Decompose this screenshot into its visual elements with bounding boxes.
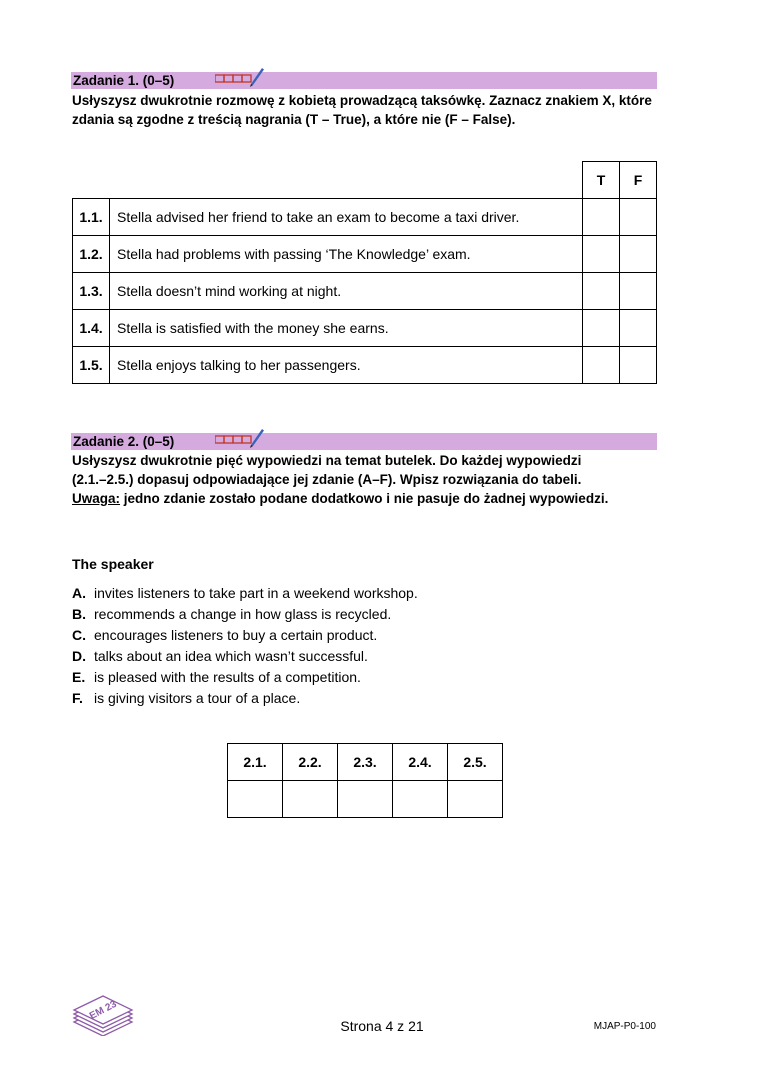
answer-cell-false[interactable] <box>620 273 657 310</box>
logo-text: EM 23 <box>87 998 119 1023</box>
answer-header: 2.3. <box>338 744 393 781</box>
answer-cell-false[interactable] <box>620 199 657 236</box>
answer-cell[interactable] <box>338 781 393 818</box>
answer-header: 2.4. <box>393 744 448 781</box>
answer-cell-false[interactable] <box>620 236 657 273</box>
answer-cell[interactable] <box>283 781 338 818</box>
option-text: is pleased with the results of a competition. <box>94 669 361 685</box>
exam-code: MJAP-P0-100 <box>593 1021 656 1032</box>
list-item <box>72 626 418 647</box>
item-number: 1.1. <box>73 199 110 236</box>
statement-text: Stella enjoys talking to her passengers. <box>110 347 583 384</box>
column-true-header: T <box>583 162 620 199</box>
answer-cell[interactable] <box>228 781 283 818</box>
option-letter: E. <box>72 669 86 685</box>
answer-cell-true[interactable] <box>583 347 620 384</box>
task1-table <box>72 161 657 384</box>
option-text: invites listeners to take part in a weekend workshop. <box>94 585 418 601</box>
statement-text: Stella doesn’t mind working at night. <box>110 273 583 310</box>
note-text: jedno zdanie zostało podane dodatkowo i nie pasuje do żadnej wypowiedzi. <box>120 491 609 506</box>
instruction-note <box>72 489 662 508</box>
page-number: Strona 4 z 21 <box>340 1018 424 1034</box>
table-row <box>73 310 657 347</box>
option-text: talks about an idea which wasn’t successful. <box>94 648 368 664</box>
item-number: 1.3. <box>73 273 110 310</box>
task2-title: Zadanie 2. (0–5) <box>73 434 175 449</box>
table-row <box>73 199 657 236</box>
task1-instruction: Usłyszysz dwukrotnie rozmowę z kobietą prowadzącą taksówkę. Zaznacz znakiem X, które zdania są zgodne z treścią nagrania (T – True), a które nie (F – False). <box>72 93 652 127</box>
speaker-heading: The speaker <box>72 556 154 572</box>
list-item <box>72 605 418 626</box>
options-list <box>72 584 418 710</box>
statement-text: Stella advised her friend to take an exam to become a taxi driver. <box>110 199 583 236</box>
scoring-pen-icon <box>215 66 265 88</box>
item-number: 1.4. <box>73 310 110 347</box>
list-item <box>72 689 418 710</box>
option-letter: C. <box>72 627 86 643</box>
answer-cell-true[interactable] <box>583 236 620 273</box>
answer-cell-false[interactable] <box>620 310 657 347</box>
answer-header: 2.1. <box>228 744 283 781</box>
statement-text: Stella is satisfied with the money she earns. <box>110 310 583 347</box>
table-header-row <box>73 162 657 199</box>
option-letter: A. <box>72 585 86 601</box>
answer-cell[interactable] <box>448 781 503 818</box>
option-text: encourages listeners to buy a certain product. <box>94 627 378 643</box>
answer-header: 2.5. <box>448 744 503 781</box>
task2-instruction <box>72 451 662 508</box>
option-letter: D. <box>72 648 86 664</box>
list-item <box>72 668 418 689</box>
task2-answer-table <box>227 743 503 818</box>
task1-title: Zadanie 1. (0–5) <box>73 73 175 88</box>
instruction-line: Usłyszysz dwukrotnie pięć wypowiedzi na temat butelek. Do każdej wypowiedzi <box>72 453 582 468</box>
answer-cell-true[interactable] <box>583 273 620 310</box>
table-row <box>73 236 657 273</box>
table-row <box>73 273 657 310</box>
instruction-line: (2.1.–2.5.) dopasuj odpowiadające jej zdanie (A–F). Wpisz rozwiązania do tabeli. <box>72 472 582 487</box>
option-letter: B. <box>72 606 86 622</box>
statement-text: Stella had problems with passing ‘The Knowledge’ exam. <box>110 236 583 273</box>
task2-header <box>71 433 657 450</box>
answer-cell-true[interactable] <box>583 310 620 347</box>
option-text: is giving visitors a tour of a place. <box>94 690 301 706</box>
answer-cell-false[interactable] <box>620 347 657 384</box>
item-number: 1.2. <box>73 236 110 273</box>
option-letter: F. <box>72 690 83 706</box>
answer-cell[interactable] <box>393 781 448 818</box>
answer-header: 2.2. <box>283 744 338 781</box>
column-false-header: F <box>620 162 657 199</box>
answer-cell-true[interactable] <box>583 199 620 236</box>
list-item <box>72 647 418 668</box>
list-item <box>72 584 418 605</box>
item-number: 1.5. <box>73 347 110 384</box>
scoring-pen-icon <box>215 427 265 449</box>
table-row <box>73 347 657 384</box>
note-label: Uwaga: <box>72 491 121 506</box>
table-row <box>228 781 503 818</box>
table-header-row <box>228 744 503 781</box>
option-text: recommends a change in how glass is recycled. <box>94 606 392 622</box>
task1-header <box>71 72 657 89</box>
